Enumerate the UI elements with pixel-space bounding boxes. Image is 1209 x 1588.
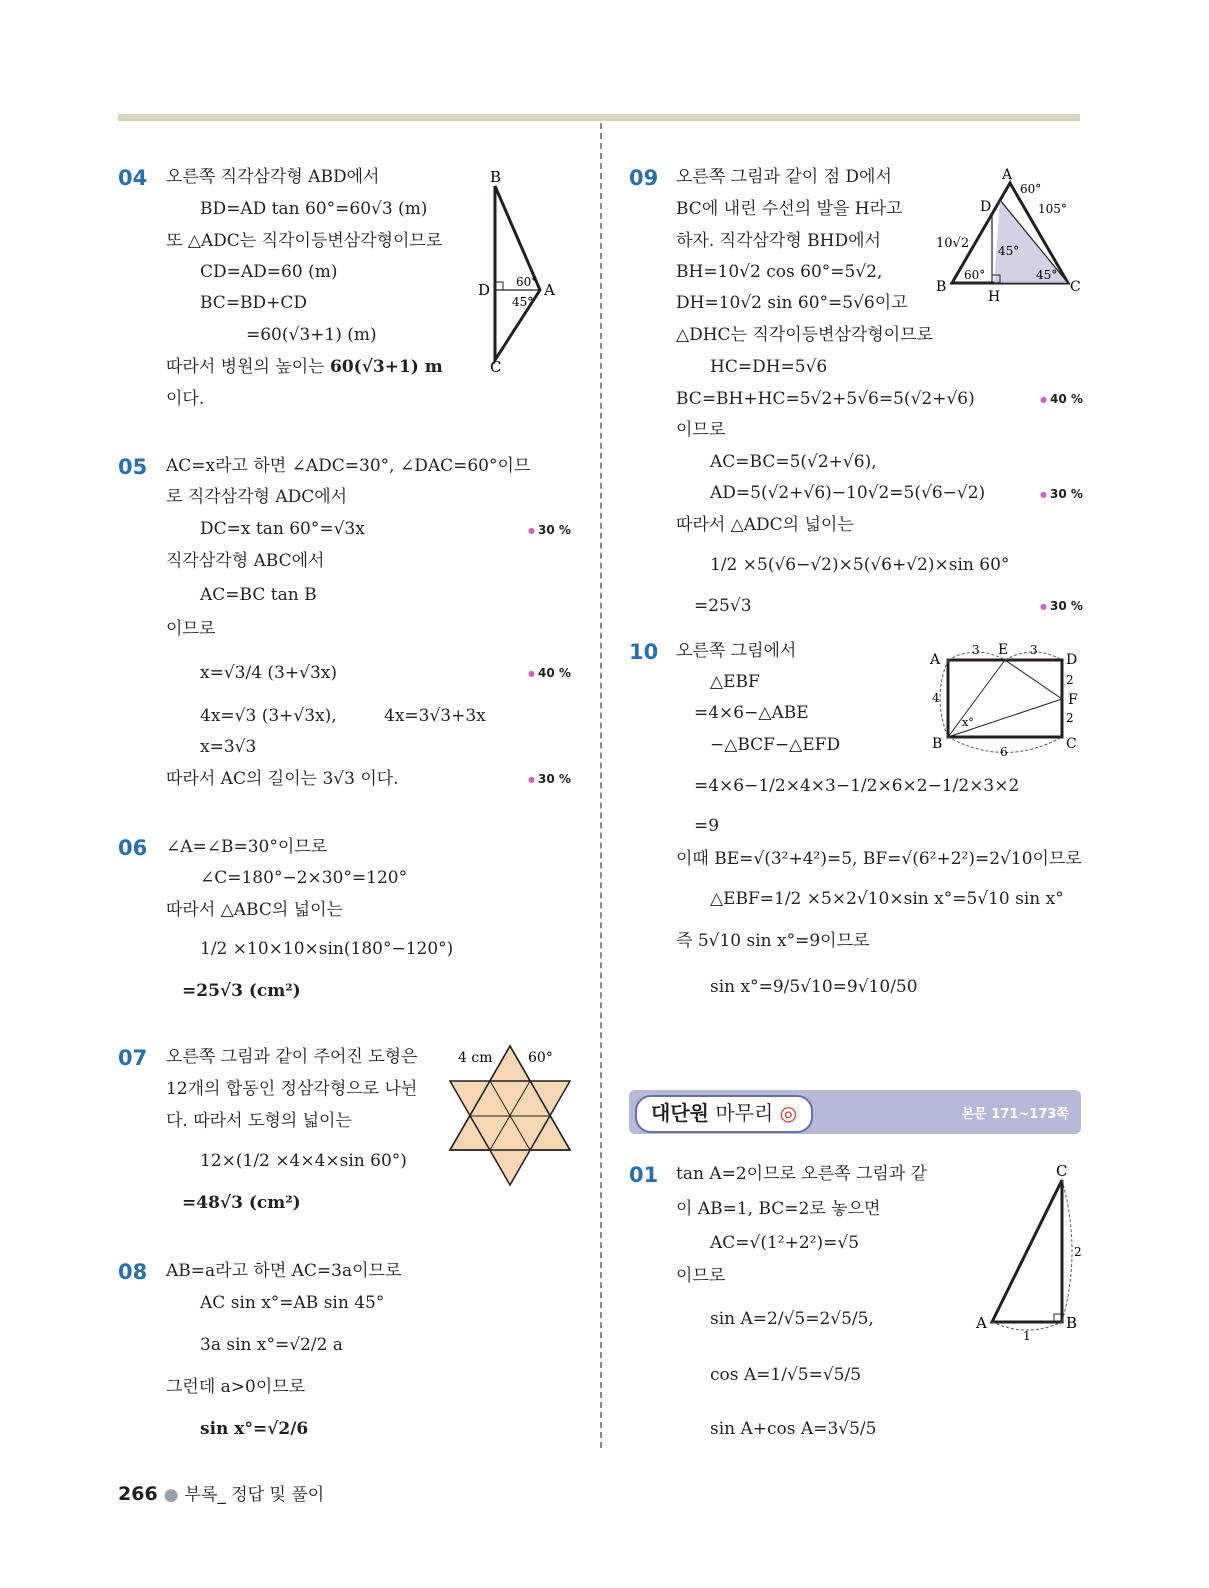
- p09-fig-105: 105°: [1038, 202, 1067, 216]
- p04-fig-D: D: [478, 281, 491, 299]
- p05-line8a: 4x=√3 (3+√3x),: [200, 706, 337, 726]
- p01-line7: sin A+cos A=3√5/5: [710, 1419, 877, 1439]
- p09-score-1: ● 40 %: [1040, 392, 1083, 406]
- p09-line13: 1/2 ×5(√6−√2)×5(√6+√2)×sin 60°: [710, 555, 1010, 575]
- p10-fig-x: x°: [962, 716, 974, 729]
- p04-fig-60: 60°: [516, 275, 538, 289]
- p10-fig-4: 4: [932, 691, 940, 705]
- p09-fig-A: A: [1002, 167, 1013, 183]
- p09-line9: 이므로: [676, 420, 726, 440]
- p07-line1: 오른쪽 그림과 같이 주어진 도형은: [166, 1047, 418, 1067]
- p04-line1: 오른쪽 직각삼각형 ABD에서: [166, 167, 380, 187]
- p09-fig-side: 10√2: [936, 236, 970, 251]
- p10-line4: −△BCF−△EFD: [710, 735, 841, 755]
- p09-score-3: ● 30 %: [1040, 599, 1083, 613]
- problem-06-number: 06: [118, 836, 148, 860]
- p04-line5: BC=BD+CD: [200, 293, 308, 313]
- problem-09-number: 09: [629, 166, 659, 190]
- p09-line8: BC=BH+HC=5√2+5√6=5(√2+√6): [676, 389, 975, 409]
- p08-line2: AC sin x°=AB sin 45°: [200, 1293, 385, 1313]
- p05-line2: 로 직각삼각형 ADC에서: [166, 487, 348, 507]
- p10-fig-D: D: [1066, 652, 1078, 668]
- p10-rectangle-figure: [926, 640, 1086, 762]
- p05-line10: 따라서 AC의 길이는 3√3 이다.: [166, 769, 399, 789]
- p01-line1: tan A=2이므로 오른쪽 그림과 같: [676, 1164, 928, 1184]
- p05-score-2: ● 40 %: [528, 666, 571, 680]
- p10-line9: 즉 5√10 sin x°=9이므로: [676, 931, 870, 951]
- unit-review-title-rest: 마무리: [708, 1101, 774, 1125]
- page-footer: [118, 1480, 324, 1505]
- unit-review-title: [635, 1095, 813, 1133]
- p08-line3: 3a sin x°=√2/2 a: [200, 1335, 343, 1355]
- p06-line3: 따라서 △ABC의 넓이는: [166, 900, 343, 920]
- p04-line7-text: 따라서 병원의 높이는: [166, 357, 331, 377]
- column-divider: [600, 123, 602, 1448]
- p09-line11: AD=5(√2+√6)−10√2=5(√6−√2): [710, 483, 986, 503]
- unit-review-banner: [629, 1090, 1081, 1134]
- p04-figure: [470, 160, 580, 375]
- p10-fig-2a: 2: [1066, 673, 1074, 687]
- p10-line2: △EBF: [710, 672, 760, 692]
- p09-fig-45in: 45°: [998, 244, 1020, 258]
- p09-fig-60: 60°: [964, 268, 986, 282]
- footer-section: 부록_ 정답 및 풀이: [184, 1485, 325, 1505]
- p09-line12: 따라서 △ADC의 넓이는: [676, 515, 854, 535]
- p10-line10: sin x°=9/5√10=9√10/50: [710, 977, 918, 997]
- p07-answer: =48√3 (cm²): [182, 1193, 301, 1213]
- p09-line14: =25√3: [694, 596, 752, 616]
- p04-line6: =60(√3+1) (m): [246, 325, 377, 345]
- p09-line7: HC=DH=5√6: [710, 357, 828, 377]
- p10-line1: 오른쪽 그림에서: [676, 641, 797, 661]
- p01-fig-B: B: [1066, 1314, 1078, 1332]
- p04-fig-A: A: [544, 281, 555, 299]
- problem-07-number: 07: [118, 1046, 148, 1070]
- p01-fig-A: A: [976, 1314, 987, 1332]
- p05-score-1: ● 30 %: [528, 523, 571, 537]
- problem-08-number: 08: [118, 1260, 148, 1284]
- p10-line3: =4×6−△ABE: [694, 703, 809, 723]
- p07-hexagram-figure: [448, 1040, 578, 1190]
- p05-line1: AC=x라고 하면 ∠ADC=30°, ∠DAC=60°이므: [166, 456, 531, 476]
- p08-answer: sin x°=√2/6: [200, 1419, 309, 1439]
- p07-line2: 12개의 합동인 정삼각형으로 나뉜: [166, 1079, 418, 1099]
- p05-line6: 이므로: [166, 619, 216, 639]
- p10-fig-3a: 3: [972, 643, 980, 657]
- p10-line5: =4×6−1/2×4×3−1/2×6×2−1/2×3×2: [694, 776, 1020, 796]
- p04-line2: BD=AD tan 60°=60√3 (m): [200, 199, 428, 219]
- p01-line2: 이 AB=1, BC=2로 놓으면: [676, 1199, 881, 1219]
- unit-review-page-ref: 본문 171~173쪽: [961, 1107, 1069, 1122]
- p07-fig-side: 4 cm: [458, 1050, 493, 1066]
- p09-line5: DH=10√2 sin 60°=5√6이고: [676, 293, 908, 313]
- p06-line4: 1/2 ×10×10×sin(180°−120°): [200, 939, 454, 959]
- p04-fig-C: C: [490, 358, 502, 375]
- p10-fig-B: B: [932, 736, 943, 752]
- p04-line8: 이다.: [166, 389, 205, 409]
- p01-line4: 이므로: [676, 1266, 726, 1286]
- p08-line1: AB=a라고 하면 AC=3a이므로: [166, 1261, 402, 1281]
- p09-line2: BC에 내린 수선의 발을 H라고: [676, 199, 903, 219]
- p10-fig-A: A: [930, 652, 941, 668]
- p09-fig-H: H: [988, 289, 1001, 305]
- p05-line9: x=3√3: [200, 737, 257, 757]
- p08-line4: 그런데 a>0이므로: [166, 1377, 306, 1397]
- p05-line5: AC=BC tan B: [200, 585, 317, 605]
- p04-line3: 또 △ADC는 직각이등변삼각형이므로: [166, 231, 443, 251]
- p09-figure: [930, 165, 1085, 305]
- p05-line7: x=√3/4 (3+√3x): [200, 663, 337, 683]
- p06-answer: =25√3 (cm²): [182, 981, 301, 1001]
- top-rule: [118, 114, 1080, 121]
- p09-line4: BH=10√2 cos 60°=5√2,: [676, 262, 883, 282]
- p04-fig-45: 45°: [512, 295, 534, 309]
- p09-line6: △DHC는 직각이등변삼각형이므로: [676, 325, 934, 345]
- p01-triangle-figure: [970, 1160, 1090, 1345]
- p09-fig-D: D: [980, 199, 992, 215]
- problem-04-number: 04: [118, 166, 148, 190]
- problem-05-number: 05: [118, 455, 148, 479]
- p01-fig-1: 1: [1023, 1329, 1031, 1343]
- p09-line3: 하자. 직각삼각형 BHD에서: [676, 231, 881, 251]
- p05-line3: DC=x tan 60°=√3x: [200, 519, 365, 539]
- p01-line5: sin A=2/√5=2√5/5,: [710, 1309, 874, 1329]
- p10-line8: △EBF=1/2 ×5×2√10×sin x°=5√10 sin x°: [710, 889, 1064, 909]
- p04-line4: CD=AD=60 (m): [200, 262, 338, 282]
- p09-fig-45: 45°: [1036, 268, 1058, 282]
- p06-line2: ∠C=180°−2×30°=120°: [200, 868, 408, 888]
- p04-line7: [166, 356, 443, 378]
- p06-line1: ∠A=∠B=30°이므로: [166, 837, 328, 857]
- p04-answer: 60(√3+1) m: [330, 357, 443, 377]
- p09-fig-60top: 60°: [1020, 182, 1042, 196]
- p10-line6: =9: [694, 816, 720, 836]
- problem-10-number: 10: [629, 640, 659, 664]
- p01-fig-2: 2: [1074, 1245, 1082, 1259]
- p07-fig-angle: 60°: [528, 1050, 553, 1066]
- p10-fig-E: E: [998, 642, 1009, 658]
- page-number: 266: [118, 1483, 158, 1505]
- target-icon: ◎: [779, 1101, 798, 1125]
- p10-line7: 이때 BE=√(3²+4²)=5, BF=√(6²+2²)=2√10이므로: [676, 849, 1082, 869]
- p09-fig-C: C: [1070, 279, 1081, 295]
- unit-review-title-bold: 대단원: [651, 1101, 709, 1125]
- footer-bullet: ●: [163, 1485, 179, 1505]
- p10-fig-3b: 3: [1030, 643, 1038, 657]
- p01-line3: AC=√(1²+2²)=√5: [710, 1233, 860, 1253]
- p04-fig-B: B: [490, 168, 502, 186]
- p01-line6: cos A=1/√5=√5/5: [710, 1365, 862, 1385]
- p09-score-2: ● 30 %: [1040, 487, 1083, 501]
- problem-01-number: 01: [629, 1163, 659, 1187]
- p05-score-3: ● 30 %: [528, 772, 571, 786]
- p10-fig-6: 6: [1000, 745, 1008, 759]
- p10-fig-2b: 2: [1066, 711, 1074, 725]
- p09-line1: 오른쪽 그림과 같이 점 D에서: [676, 167, 892, 187]
- p10-fig-F: F: [1068, 692, 1078, 708]
- p09-line10: AC=BC=5(√2+√6),: [710, 452, 877, 472]
- p05-line8b: 4x=3√3+3x: [384, 706, 486, 726]
- p07-line4: 12×(1/2 ×4×4×sin 60°): [200, 1151, 407, 1171]
- p09-fig-B: B: [936, 279, 947, 295]
- p01-fig-C: C: [1056, 1162, 1068, 1180]
- p05-line4: 직각삼각형 ABC에서: [166, 551, 325, 571]
- p07-line3: 다. 따라서 도형의 넓이는: [166, 1111, 352, 1131]
- p10-fig-C: C: [1066, 736, 1077, 752]
